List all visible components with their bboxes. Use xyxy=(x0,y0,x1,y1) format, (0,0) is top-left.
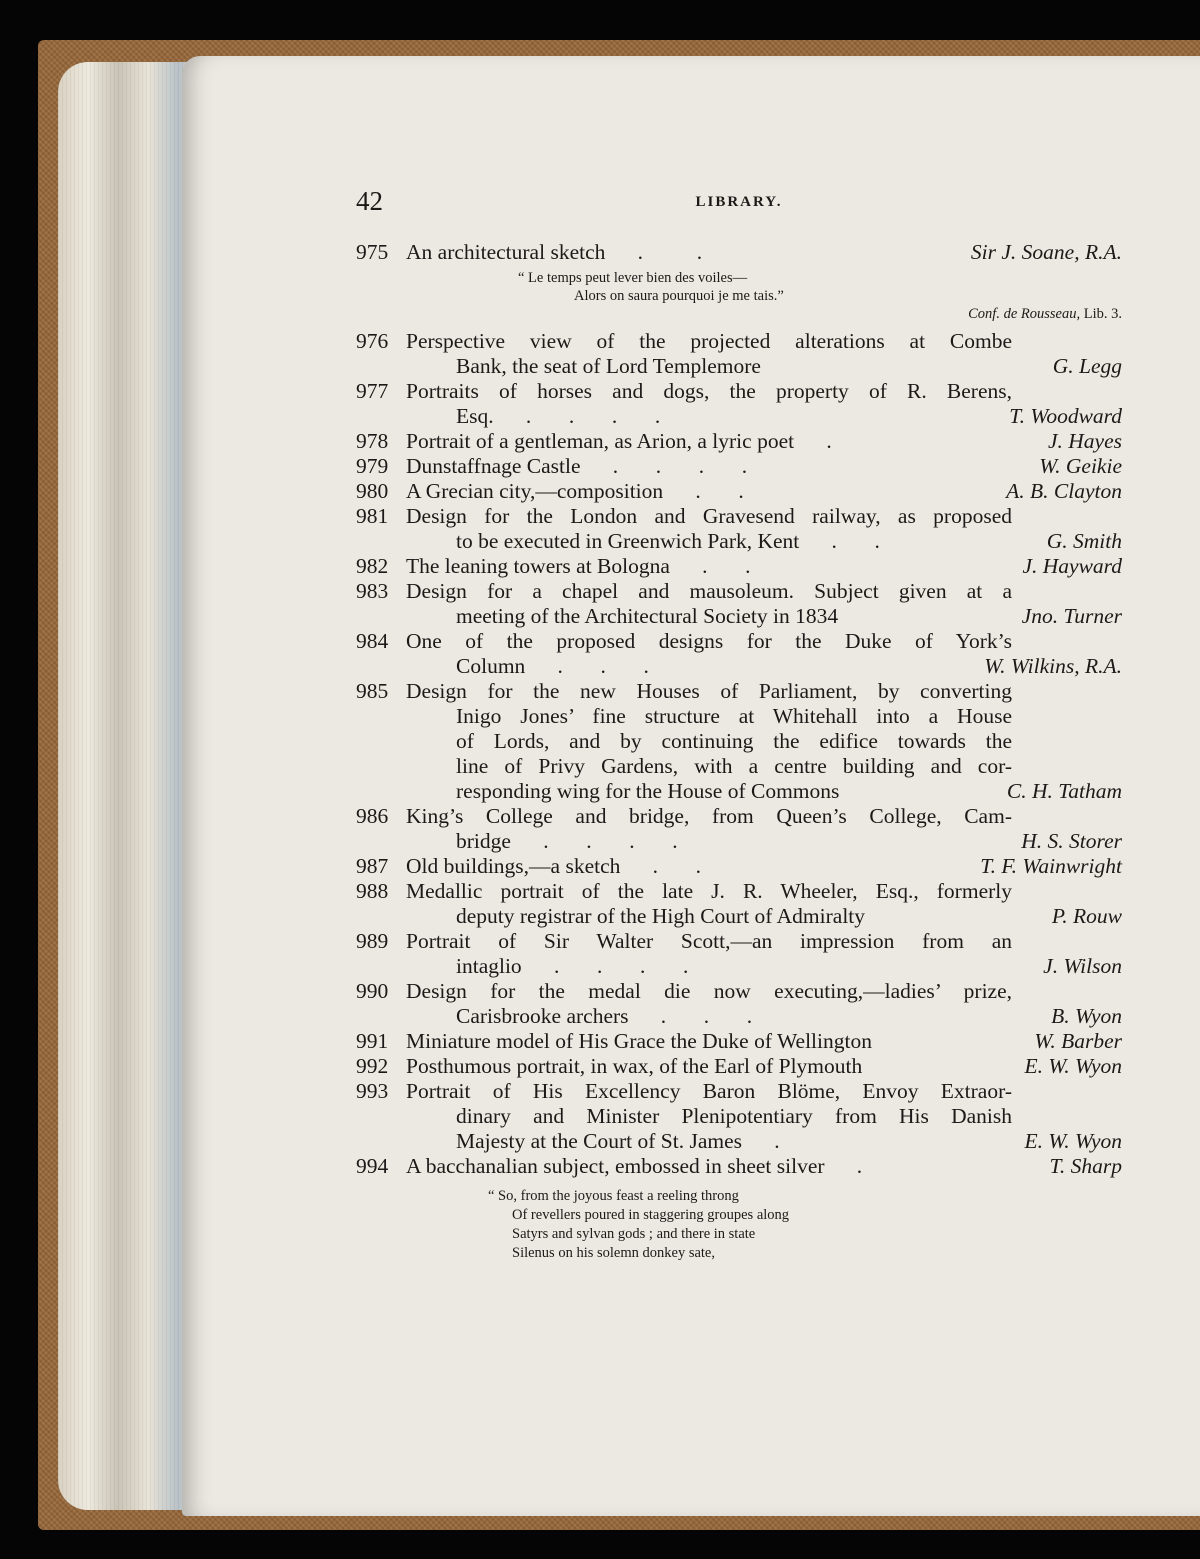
artist-name: E. W. Wyon xyxy=(1024,1129,1122,1153)
entry-title: Portrait of His Excellency Baron Blöme, Envoy Extraor- xyxy=(406,1079,1012,1103)
artist-name: C. H. Tatham xyxy=(1006,779,1122,803)
catalogue-entry xyxy=(356,329,1122,379)
rousseau-quotation xyxy=(356,269,1122,323)
artist-name: T. Woodward xyxy=(1009,404,1122,428)
catalogue-entry xyxy=(356,929,1122,979)
catalogue-entry xyxy=(356,1029,1122,1054)
entry-title: Design for the medal die now executing,—ladies’ prize, xyxy=(406,979,1012,1003)
entry-number: 989 xyxy=(356,929,389,953)
catalogue-entry xyxy=(356,679,1122,804)
entry-line xyxy=(356,1004,1122,1029)
entry-line xyxy=(356,1104,1122,1129)
entry-number: 979 xyxy=(356,454,389,478)
leader-dots: . . . . xyxy=(543,829,678,853)
catalogue-entry xyxy=(356,479,1122,504)
leader-dots: . xyxy=(774,1129,780,1153)
entry-number: 991 xyxy=(356,1029,389,1053)
entry-line xyxy=(356,954,1122,979)
entry-number: 984 xyxy=(356,629,389,653)
catalogue-entry xyxy=(356,804,1122,854)
entry-number: 994 xyxy=(356,1154,389,1178)
quote-source xyxy=(356,305,1122,323)
entry-line xyxy=(356,579,1122,604)
entry-title: responding wing for the House of Commons xyxy=(456,779,840,803)
page-number: 42 xyxy=(356,186,383,216)
quote-line: Of revellers poured in staggering groupes along xyxy=(512,1207,790,1223)
entry-line xyxy=(356,779,1122,804)
artist-name: G. Legg xyxy=(1052,354,1122,378)
entry-title: meeting of the Architectural Society in 1834 xyxy=(456,604,839,628)
entry-number: 990 xyxy=(356,979,389,1003)
leader-dots: . . xyxy=(695,479,744,503)
entry-title: Inigo Jones’ fine structure at Whitehall into a House xyxy=(456,704,1012,728)
leader-dots: . . xyxy=(652,854,702,878)
entry-line xyxy=(356,729,1122,754)
entry-number: 988 xyxy=(356,879,389,903)
closing-quotation xyxy=(356,1187,1122,1263)
entry-number: 981 xyxy=(356,504,389,528)
entry-line xyxy=(356,240,1122,265)
artist-name: Jno. Turner xyxy=(1021,604,1122,628)
entry-title: Bank, the seat of Lord Templemore xyxy=(456,354,761,378)
leader-dots: . . . xyxy=(660,1004,753,1028)
entry-line xyxy=(356,754,1122,779)
artist-name: Sir J. Soane, R.A. xyxy=(970,240,1122,264)
artist-name: T. F. Wainwright xyxy=(980,854,1122,878)
catalogue-entry xyxy=(356,879,1122,929)
quote-source-title: Conf. de Rousseau, xyxy=(968,306,1081,322)
entry-line xyxy=(356,554,1122,579)
entry-title: Perspective view of the projected alterations at Combe xyxy=(406,329,1012,353)
entry-number: 976 xyxy=(356,329,389,353)
catalogue-entry xyxy=(356,240,1122,265)
entry-number: 982 xyxy=(356,554,389,578)
quote-source-ref: Lib. 3. xyxy=(1083,306,1122,322)
entry-line xyxy=(356,854,1122,879)
entry-title: to be executed in Greenwich Park, Kent xyxy=(456,529,800,553)
leader-dots: . . xyxy=(702,554,751,578)
entry-title: The leaning towers at Bologna xyxy=(406,554,670,578)
entry-line xyxy=(356,479,1122,504)
entry-title: Design for the London and Gravesend railway, as proposed xyxy=(406,504,1012,528)
artist-name: E. W. Wyon xyxy=(1024,1054,1122,1078)
entry-title: Esq. xyxy=(456,404,494,428)
entry-line xyxy=(356,979,1122,1004)
entry-title: Miniature model of His Grace the Duke of Wellington xyxy=(406,1029,872,1053)
entry-title: dinary and Minister Plenipotentiary from His Danish xyxy=(456,1104,1012,1128)
artist-name: H. S. Storer xyxy=(1021,829,1122,853)
catalogue-entry xyxy=(356,1054,1122,1079)
entry-line xyxy=(356,929,1122,954)
page-header xyxy=(356,186,1122,240)
catalogue-entry xyxy=(356,579,1122,629)
catalogue-entry xyxy=(356,629,1122,679)
entry-number: 980 xyxy=(356,479,389,503)
entry-line xyxy=(356,879,1122,904)
quote-line: “ So, from the joyous feast a reeling throng xyxy=(488,1188,739,1204)
entry-line xyxy=(356,1129,1122,1154)
entry-title: One of the proposed designs for the Duke of York’s xyxy=(406,629,1012,653)
artist-name: T. Sharp xyxy=(1049,1154,1122,1178)
entry-title: line of Privy Gardens, with a centre building and cor- xyxy=(456,754,1012,778)
catalogue-entry xyxy=(356,854,1122,879)
entry-number: 992 xyxy=(356,1054,389,1078)
entry-title: Majesty at the Court of St. James xyxy=(456,1129,743,1153)
entry-title: Portrait of a gentleman, as Arion, a lyric poet xyxy=(406,429,795,453)
entry-title: intaglio xyxy=(456,954,522,978)
leader-dots: . xyxy=(826,429,832,453)
artist-name: W. Geikie xyxy=(1039,454,1122,478)
entry-title: A bacchanalian subject, embossed in sheet silver xyxy=(406,1154,825,1178)
entry-number: 985 xyxy=(356,679,389,703)
entry-line xyxy=(356,429,1122,454)
entry-line xyxy=(356,379,1122,404)
entry-number: 993 xyxy=(356,1079,389,1103)
entry-number: 986 xyxy=(356,804,389,828)
artist-name: A. B. Clayton xyxy=(1006,479,1122,503)
leader-dots: . . . . xyxy=(612,454,748,478)
entry-line xyxy=(356,454,1122,479)
artist-name: W. Barber xyxy=(1034,1029,1122,1053)
entry-title: Dunstaffnage Castle xyxy=(406,454,581,478)
quote-line: “ Le temps peut lever bien des voiles— xyxy=(518,270,748,286)
entry-line xyxy=(356,654,1122,679)
catalogue-entry xyxy=(356,1079,1122,1154)
entry-title: of Lords, and by continuing the edifice towards the xyxy=(456,729,1012,753)
entry-line xyxy=(356,629,1122,654)
entry-title: bridge xyxy=(456,829,511,853)
artist-name: J. Hayward xyxy=(1022,554,1122,578)
entry-line xyxy=(356,529,1122,554)
entry-line xyxy=(356,1054,1122,1079)
entry-line xyxy=(356,904,1122,929)
catalogue-entry xyxy=(356,979,1122,1029)
artist-name: B. Wyon xyxy=(1051,1004,1122,1028)
page-content xyxy=(356,186,1122,1263)
entry-number: 977 xyxy=(356,379,389,403)
entry-title: Posthumous portrait, in wax, of the Earl of Plymouth xyxy=(406,1054,863,1078)
entry-title: Medallic portrait of the late J. R. Wheeler, Esq., formerly xyxy=(406,879,1012,903)
entry-line xyxy=(356,329,1122,354)
leader-dots: . . xyxy=(637,240,703,264)
entry-title: Portraits of horses and dogs, the property of R. Berens, xyxy=(406,379,1012,403)
artist-name: J. Wilson xyxy=(1043,954,1122,978)
catalogue-entry xyxy=(356,1154,1122,1179)
entry-title: Design for the new Houses of Parliament, by converting xyxy=(406,679,1012,703)
entry-number: 975 xyxy=(356,240,389,264)
quote-line: Silenus on his solemn donkey sate, xyxy=(512,1245,715,1261)
entry-line xyxy=(356,1154,1122,1179)
entry-line xyxy=(356,679,1122,704)
entry-title: Design for a chapel and mausoleum. Subject given at a xyxy=(406,579,1012,603)
entry-line xyxy=(356,829,1122,854)
entry-line xyxy=(356,354,1122,379)
catalogue-entry xyxy=(356,504,1122,554)
entry-number: 978 xyxy=(356,429,389,453)
leader-dots: . . . xyxy=(557,654,649,678)
quote-line: Alors on saura pourquoi je me tais.” xyxy=(574,288,784,304)
catalogue-entry xyxy=(356,429,1122,454)
entry-line xyxy=(356,1029,1122,1054)
catalogue-entry xyxy=(356,454,1122,479)
entry-line xyxy=(356,404,1122,429)
entry-title: King’s College and bridge, from Queen’s College, Cam- xyxy=(406,804,1012,828)
leader-dots: . xyxy=(856,1154,863,1178)
quote-line: Satyrs and sylvan gods ; and there in state xyxy=(512,1226,756,1242)
leader-dots: . . . . xyxy=(525,404,661,428)
entry-title: Portrait of Sir Walter Scott,—an impression from an xyxy=(406,929,1012,953)
entry-line xyxy=(356,804,1122,829)
artist-name: P. Rouw xyxy=(1051,904,1122,928)
entry-number: 983 xyxy=(356,579,389,603)
entry-line xyxy=(356,604,1122,629)
artist-name: G. Smith xyxy=(1046,529,1122,553)
entry-number: 987 xyxy=(356,854,389,878)
running-title: LIBRARY. xyxy=(695,194,783,210)
leader-dots: . . . . xyxy=(553,954,689,978)
entry-title: An architectural sketch xyxy=(406,240,606,264)
entry-title: Carisbrooke archers xyxy=(456,1004,629,1028)
entry-line xyxy=(356,504,1122,529)
catalogue-entries xyxy=(356,240,1122,1179)
entry-title: Column xyxy=(456,654,526,678)
entry-line xyxy=(356,704,1122,729)
entry-title: deputy registrar of the High Court of Admiralty xyxy=(456,904,866,928)
artist-name: J. Hayes xyxy=(1047,429,1122,453)
artist-name: W. Wilkins, R.A. xyxy=(984,654,1122,678)
entry-line xyxy=(356,1079,1122,1104)
entry-title: A Grecian city,—composition xyxy=(406,479,664,503)
catalogue-entry xyxy=(356,554,1122,579)
catalogue-entry xyxy=(356,379,1122,429)
leader-dots: . . xyxy=(831,529,880,553)
entry-title: Old buildings,—a sketch xyxy=(406,854,621,878)
